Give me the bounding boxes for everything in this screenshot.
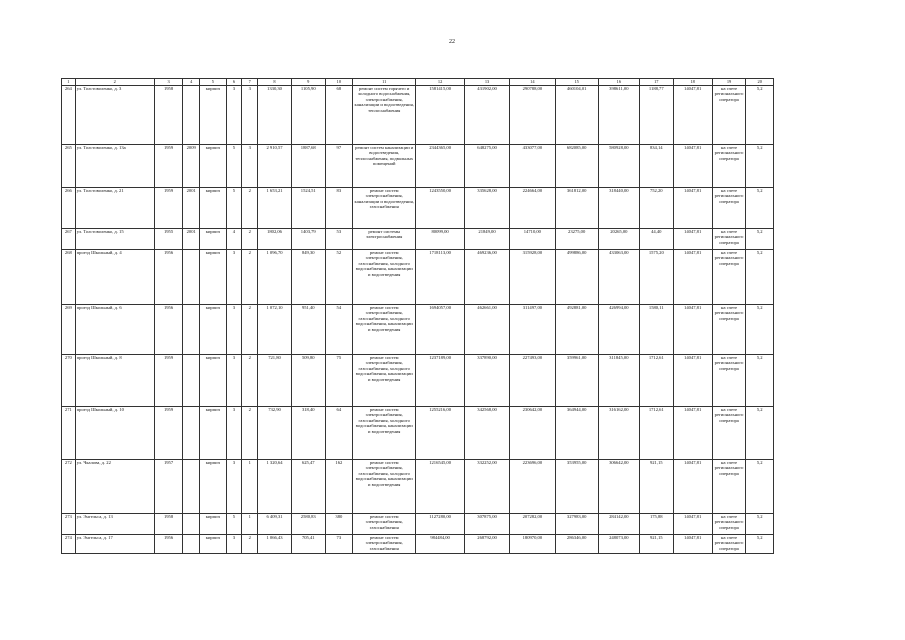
floors-cell: 5 bbox=[226, 188, 242, 229]
cost-source-3-cell: 361812,00 bbox=[555, 188, 598, 229]
cost-per-m2-cell: 752,20 bbox=[639, 188, 673, 229]
column-header: 20 bbox=[746, 79, 774, 86]
cost-source-1-cell: 307875,00 bbox=[464, 514, 509, 535]
cost-per-m2-cell: 834,14 bbox=[639, 145, 673, 188]
wall-material-cell: кирпич bbox=[200, 86, 226, 145]
wall-material-cell: кирпич bbox=[200, 305, 226, 355]
row-number: 264 bbox=[62, 86, 76, 145]
cost-source-2-cell: 311497,00 bbox=[510, 305, 555, 355]
living-area-cell: 705,41 bbox=[291, 535, 325, 554]
row-number: 268 bbox=[62, 250, 76, 305]
cost-source-4-cell: 306642,00 bbox=[598, 460, 639, 514]
year-reconstructed-cell bbox=[183, 355, 200, 407]
work-type-cell: ремонт систем электроснабжения, газоснабжения, холодного водоснабжения, канализации и водоотведения bbox=[353, 305, 416, 355]
living-area-cell: 2580,83 bbox=[291, 514, 325, 535]
rate-cell: 5,2 bbox=[746, 305, 774, 355]
year-built-cell: 1958 bbox=[154, 86, 182, 145]
table-row bbox=[62, 305, 774, 355]
entrances-cell: 2 bbox=[242, 305, 258, 355]
work-type-cell: ремонт систем электроснабжения, газоснабжения, холодного водоснабжения, канализации и водоотведения bbox=[353, 407, 416, 460]
work-type-cell: ремонт систем горячего и холодного водоснабжения, электроснабжения, канализации и водоотведения, теплоснабжения bbox=[353, 86, 416, 145]
row-number: 274 bbox=[62, 535, 76, 554]
year-reconstructed-cell bbox=[183, 250, 200, 305]
total-area-cell: 1 653,21 bbox=[258, 188, 292, 229]
page-number: 22 bbox=[449, 39, 455, 45]
column-header: 6 bbox=[226, 79, 242, 86]
cost-source-1-cell: 332252,00 bbox=[464, 460, 509, 514]
total-area-cell: 721,80 bbox=[258, 355, 292, 407]
column-header: 8 bbox=[258, 79, 292, 86]
address-cell: ул. Энгельса, д. 17 bbox=[75, 535, 154, 554]
floors-cell: 3 bbox=[226, 250, 242, 305]
fund-method-cell: на счете регионального оператора bbox=[712, 514, 746, 535]
wall-material-cell: кирпич bbox=[200, 355, 226, 407]
living-area-cell: 1524,51 bbox=[291, 188, 325, 229]
fund-method-cell: на счете регионального оператора bbox=[712, 407, 746, 460]
cost-source-2-cell: 207282,00 bbox=[510, 514, 555, 535]
cost-source-1-cell: 469236,00 bbox=[464, 250, 509, 305]
table-row bbox=[62, 229, 774, 250]
residents-cell: 83 bbox=[325, 188, 352, 229]
address-cell: ул. Чкалова, д. 22 bbox=[75, 460, 154, 514]
entrances-cell: 2 bbox=[242, 407, 258, 460]
housing-register-table bbox=[61, 78, 774, 554]
floors-cell: 5 bbox=[226, 145, 242, 188]
wall-material-cell: кирпич bbox=[200, 250, 226, 305]
year-reconstructed-cell bbox=[183, 407, 200, 460]
work-type-cell: ремонт систем электроснабжения, газоснабжения bbox=[353, 514, 416, 535]
year-built-cell: 1958 bbox=[154, 514, 182, 535]
cost-source-2-cell: 227493,00 bbox=[510, 355, 555, 407]
cost-source-1-cell: 462661,00 bbox=[464, 305, 509, 355]
column-header: 5 bbox=[200, 79, 226, 86]
total-area-cell: 1 066,43 bbox=[258, 535, 292, 554]
living-area-cell: 509,80 bbox=[291, 355, 325, 407]
year-built-cell: 1956 bbox=[154, 305, 182, 355]
floors-cell: 3 bbox=[226, 305, 242, 355]
column-header: 13 bbox=[464, 79, 509, 86]
cost-source-3-cell: 327983,00 bbox=[555, 514, 598, 535]
column-header: 9 bbox=[291, 79, 325, 86]
year-built-cell: 1956 bbox=[154, 250, 182, 305]
table-row bbox=[62, 535, 774, 554]
cost-source-3-cell: 364944,00 bbox=[555, 407, 598, 460]
address-cell: проезд Школьный, д. 4 bbox=[75, 250, 154, 305]
fund-method-cell: на счете регионального оператора bbox=[712, 460, 746, 514]
table-row bbox=[62, 188, 774, 229]
table-body bbox=[62, 86, 774, 554]
living-area-cell: 1887,68 bbox=[291, 145, 325, 188]
max-cost-cell: 14047,81 bbox=[673, 535, 712, 554]
cost-source-4-cell: 318440,00 bbox=[598, 188, 639, 229]
entrances-cell: 2 bbox=[242, 188, 258, 229]
column-header: 15 bbox=[555, 79, 598, 86]
column-header: 10 bbox=[325, 79, 352, 86]
cost-source-1-cell: 21849,00 bbox=[464, 229, 509, 250]
max-cost-cell: 14047,81 bbox=[673, 514, 712, 535]
residents-cell: 380 bbox=[325, 514, 352, 535]
year-reconstructed-cell bbox=[183, 86, 200, 145]
residents-cell: 52 bbox=[325, 250, 352, 305]
row-number: 269 bbox=[62, 305, 76, 355]
residents-cell: 97 bbox=[325, 145, 352, 188]
wall-material-cell: кирпич bbox=[200, 188, 226, 229]
year-reconstructed-cell: 2001 bbox=[183, 188, 200, 229]
wall-material-cell: кирпич bbox=[200, 229, 226, 250]
living-area-cell: 318,40 bbox=[291, 407, 325, 460]
residents-cell: 64 bbox=[325, 407, 352, 460]
fund-method-cell: на счете регионального оператора bbox=[712, 535, 746, 554]
column-header: 4 bbox=[183, 79, 200, 86]
column-number-row bbox=[62, 79, 774, 86]
residents-cell: 53 bbox=[325, 229, 352, 250]
rate-cell: 5,2 bbox=[746, 188, 774, 229]
entrances-cell: 3 bbox=[242, 86, 258, 145]
living-area-cell: 625,47 bbox=[291, 460, 325, 514]
cost-source-3-cell: 23275,00 bbox=[555, 229, 598, 250]
rate-cell: 5,2 bbox=[746, 86, 774, 145]
work-type-cell: ремонт системы электроснабжения bbox=[353, 229, 416, 250]
floors-cell: 4 bbox=[226, 229, 242, 250]
cost-source-4-cell: 433063,00 bbox=[598, 250, 639, 305]
cost-per-m2-cell: 1712,61 bbox=[639, 355, 673, 407]
entrances-cell: 2 bbox=[242, 535, 258, 554]
cost-total-cell: 1255216,00 bbox=[416, 407, 465, 460]
total-area-cell: 732,90 bbox=[258, 407, 292, 460]
max-cost-cell: 14047,81 bbox=[673, 305, 712, 355]
cost-total-cell: 1581415,00 bbox=[416, 86, 465, 145]
max-cost-cell: 14047,81 bbox=[673, 460, 712, 514]
living-area-cell: 1105,90 bbox=[291, 86, 325, 145]
floors-cell: 3 bbox=[226, 86, 242, 145]
column-header: 2 bbox=[75, 79, 154, 86]
cost-total-cell: 1694057,00 bbox=[416, 305, 465, 355]
work-type-cell: ремонт систем электроснабжения, газоснабжения, холодного водоснабжения, канализации и водоотведения bbox=[353, 250, 416, 305]
cost-source-3-cell: 492881,00 bbox=[555, 305, 598, 355]
floors-cell: 3 bbox=[226, 407, 242, 460]
rate-cell: 5,2 bbox=[746, 250, 774, 305]
table-row bbox=[62, 250, 774, 305]
total-area-cell: 1 320,64 bbox=[258, 460, 292, 514]
column-header: 19 bbox=[712, 79, 746, 86]
floors-cell: 3 bbox=[226, 535, 242, 554]
cost-source-1-cell: 337890,00 bbox=[464, 355, 509, 407]
cost-per-m2-cell: 921,15 bbox=[639, 535, 673, 554]
entrances-cell: 3 bbox=[242, 145, 258, 188]
cost-source-2-cell: 180970,00 bbox=[510, 535, 555, 554]
column-header: 11 bbox=[353, 79, 416, 86]
cost-per-m2-cell: 1580,11 bbox=[639, 305, 673, 355]
cost-source-1-cell: 268792,00 bbox=[464, 535, 509, 554]
work-type-cell: ремонт систем электроснабжения, газоснабжения bbox=[353, 535, 416, 554]
fund-method-cell: на счете регионального оператора bbox=[712, 188, 746, 229]
work-type-cell: ремонт систем электроснабжения, газоснабжения, холодного водоснабжения, канализации и водоотведения bbox=[353, 460, 416, 514]
row-number: 271 bbox=[62, 407, 76, 460]
cost-per-m2-cell: 175,88 bbox=[639, 514, 673, 535]
cost-source-1-cell: 342568,00 bbox=[464, 407, 509, 460]
max-cost-cell: 14047,81 bbox=[673, 250, 712, 305]
cost-source-4-cell: 316162,00 bbox=[598, 407, 639, 460]
address-cell: проезд Школьный, д. 8 bbox=[75, 355, 154, 407]
cost-total-cell: 1127280,00 bbox=[416, 514, 465, 535]
address-cell: ул. Энгельса, д. 13 bbox=[75, 514, 154, 535]
column-header: 14 bbox=[510, 79, 555, 86]
row-number: 270 bbox=[62, 355, 76, 407]
entrances-cell: 2 bbox=[242, 250, 258, 305]
wall-material-cell: кирпич bbox=[200, 535, 226, 554]
cost-source-2-cell: 230642,00 bbox=[510, 407, 555, 460]
cost-per-m2-cell: 1712,61 bbox=[639, 407, 673, 460]
total-area-cell: 1 072,10 bbox=[258, 305, 292, 355]
cost-total-cell: 984484,00 bbox=[416, 535, 465, 554]
fund-method-cell: на счете регионального оператора bbox=[712, 305, 746, 355]
cost-total-cell: 1237189,00 bbox=[416, 355, 465, 407]
cost-per-m2-cell: 44,40 bbox=[639, 229, 673, 250]
table-row bbox=[62, 86, 774, 145]
cost-source-1-cell: 431902,00 bbox=[464, 86, 509, 145]
floors-cell: 5 bbox=[226, 514, 242, 535]
cost-source-2-cell: 14710,00 bbox=[510, 229, 555, 250]
rate-cell: 5,2 bbox=[746, 535, 774, 554]
wall-material-cell: кирпич bbox=[200, 514, 226, 535]
year-reconstructed-cell bbox=[183, 305, 200, 355]
wall-material-cell: кирпич bbox=[200, 460, 226, 514]
total-area-cell: 2 910,57 bbox=[258, 145, 292, 188]
entrances-cell: 1 bbox=[242, 460, 258, 514]
rate-cell: 5,2 bbox=[746, 229, 774, 250]
residents-cell: 68 bbox=[325, 86, 352, 145]
cost-source-3-cell: 359961,00 bbox=[555, 355, 598, 407]
fund-method-cell: на счете регионального оператора bbox=[712, 355, 746, 407]
cost-source-2-cell: 433077,00 bbox=[510, 145, 555, 188]
total-area-cell: 6 409,31 bbox=[258, 514, 292, 535]
entrances-cell: 2 bbox=[242, 355, 258, 407]
year-reconstructed-cell: 2009 bbox=[183, 145, 200, 188]
rate-cell: 5,2 bbox=[746, 355, 774, 407]
max-cost-cell: 14047,81 bbox=[673, 86, 712, 145]
wall-material-cell: кирпич bbox=[200, 145, 226, 188]
rate-cell: 5,2 bbox=[746, 407, 774, 460]
address-cell: проезд Школьный, д. 10 bbox=[75, 407, 154, 460]
max-cost-cell: 14047,81 bbox=[673, 145, 712, 188]
row-number: 266 bbox=[62, 188, 76, 229]
cost-total-cell: 80099,00 bbox=[416, 229, 465, 250]
cost-total-cell: 1243550,00 bbox=[416, 188, 465, 229]
row-number: 272 bbox=[62, 460, 76, 514]
column-header: 17 bbox=[639, 79, 673, 86]
max-cost-cell: 14047,81 bbox=[673, 407, 712, 460]
address-cell: проезд Школьный, д. 6 bbox=[75, 305, 154, 355]
cost-source-4-cell: 580928,00 bbox=[598, 145, 639, 188]
cost-source-4-cell: 398611,00 bbox=[598, 86, 639, 145]
cost-source-1-cell: 335628,00 bbox=[464, 188, 509, 229]
living-area-cell: 849,30 bbox=[291, 250, 325, 305]
year-built-cell: 1955 bbox=[154, 229, 182, 250]
cost-total-cell: 2344365,00 bbox=[416, 145, 465, 188]
work-type-cell: ремонт систем электроснабжения, канализации и водоотведения, газоснабжения bbox=[353, 188, 416, 229]
residents-cell: 75 bbox=[325, 355, 352, 407]
total-area-cell: 1 096,70 bbox=[258, 250, 292, 305]
cost-source-3-cell: 499886,00 bbox=[555, 250, 598, 305]
work-type-cell: ремонт систем электроснабжения, газоснабжения, холодного водоснабжения, канализации и водоотведения bbox=[353, 355, 416, 407]
residents-cell: 162 bbox=[325, 460, 352, 514]
row-number: 273 bbox=[62, 514, 76, 535]
cost-source-2-cell: 315928,00 bbox=[510, 250, 555, 305]
cost-source-3-cell: 353955,00 bbox=[555, 460, 598, 514]
cost-source-2-cell: 290788,00 bbox=[510, 86, 555, 145]
year-built-cell: 1959 bbox=[154, 407, 182, 460]
cost-source-4-cell: 20265,00 bbox=[598, 229, 639, 250]
max-cost-cell: 14047,81 bbox=[673, 229, 712, 250]
floors-cell: 3 bbox=[226, 355, 242, 407]
total-area-cell: 1802,06 bbox=[258, 229, 292, 250]
living-area-cell: 951,40 bbox=[291, 305, 325, 355]
year-reconstructed-cell: 2001 bbox=[183, 229, 200, 250]
cost-source-3-cell: 682085,00 bbox=[555, 145, 598, 188]
total-area-cell: 1330,30 bbox=[258, 86, 292, 145]
address-cell: ул. Толстоволенко, д. 3 bbox=[75, 86, 154, 145]
column-header: 1 bbox=[62, 79, 76, 86]
cost-source-4-cell: 248073,00 bbox=[598, 535, 639, 554]
table-row bbox=[62, 407, 774, 460]
cost-source-3-cell: 460104,01 bbox=[555, 86, 598, 145]
address-cell: ул. Толстоволенко, д. 13а bbox=[75, 145, 154, 188]
year-built-cell: 1959 bbox=[154, 145, 182, 188]
column-header: 3 bbox=[154, 79, 182, 86]
rate-cell: 5,2 bbox=[746, 514, 774, 535]
fund-method-cell: на счете регионального оператора bbox=[712, 250, 746, 305]
fund-method-cell: на счете регионального оператора bbox=[712, 229, 746, 250]
wall-material-cell: кирпич bbox=[200, 407, 226, 460]
year-built-cell: 1956 bbox=[154, 535, 182, 554]
cost-source-4-cell: 311845,00 bbox=[598, 355, 639, 407]
table-row bbox=[62, 460, 774, 514]
cost-source-2-cell: 224664,00 bbox=[510, 188, 555, 229]
table-row bbox=[62, 355, 774, 407]
cost-total-cell: 1216545,00 bbox=[416, 460, 465, 514]
column-header: 16 bbox=[598, 79, 639, 86]
row-number: 267 bbox=[62, 229, 76, 250]
cost-source-3-cell: 286346,00 bbox=[555, 535, 598, 554]
cost-source-2-cell: 223696,00 bbox=[510, 460, 555, 514]
cost-per-m2-cell: 1188,77 bbox=[639, 86, 673, 145]
year-built-cell: 1959 bbox=[154, 355, 182, 407]
rate-cell: 5,2 bbox=[746, 460, 774, 514]
year-built-cell: 1959 bbox=[154, 188, 182, 229]
cost-source-4-cell: 284142,00 bbox=[598, 514, 639, 535]
work-type-cell: ремонт систем канализации и водоотведения, теплоснабжения, подвальных помещений bbox=[353, 145, 416, 188]
floors-cell: 3 bbox=[226, 460, 242, 514]
row-number: 265 bbox=[62, 145, 76, 188]
residents-cell: 73 bbox=[325, 535, 352, 554]
living-area-cell: 1403,79 bbox=[291, 229, 325, 250]
fund-method-cell: на счете регионального оператора bbox=[712, 86, 746, 145]
fund-method-cell: на счете регионального оператора bbox=[712, 145, 746, 188]
cost-source-4-cell: 426994,00 bbox=[598, 305, 639, 355]
max-cost-cell: 14047,81 bbox=[673, 188, 712, 229]
column-header: 12 bbox=[416, 79, 465, 86]
rate-cell: 5,2 bbox=[746, 145, 774, 188]
entrances-cell: 1 bbox=[242, 514, 258, 535]
year-built-cell: 1957 bbox=[154, 460, 182, 514]
year-reconstructed-cell bbox=[183, 535, 200, 554]
table-row bbox=[62, 145, 774, 188]
address-cell: ул. Толстоволенко, д. 21 bbox=[75, 188, 154, 229]
column-header: 7 bbox=[242, 79, 258, 86]
address-cell: ул. Толстоволенко, д. 15 bbox=[75, 229, 154, 250]
cost-per-m2-cell: 1575,20 bbox=[639, 250, 673, 305]
entrances-cell: 2 bbox=[242, 229, 258, 250]
residents-cell: 54 bbox=[325, 305, 352, 355]
cost-per-m2-cell: 921,15 bbox=[639, 460, 673, 514]
column-header: 18 bbox=[673, 79, 712, 86]
cost-source-1-cell: 648275,00 bbox=[464, 145, 509, 188]
max-cost-cell: 14047,81 bbox=[673, 355, 712, 407]
cost-total-cell: 1718113,00 bbox=[416, 250, 465, 305]
year-reconstructed-cell bbox=[183, 460, 200, 514]
year-reconstructed-cell bbox=[183, 514, 200, 535]
table-row bbox=[62, 514, 774, 535]
